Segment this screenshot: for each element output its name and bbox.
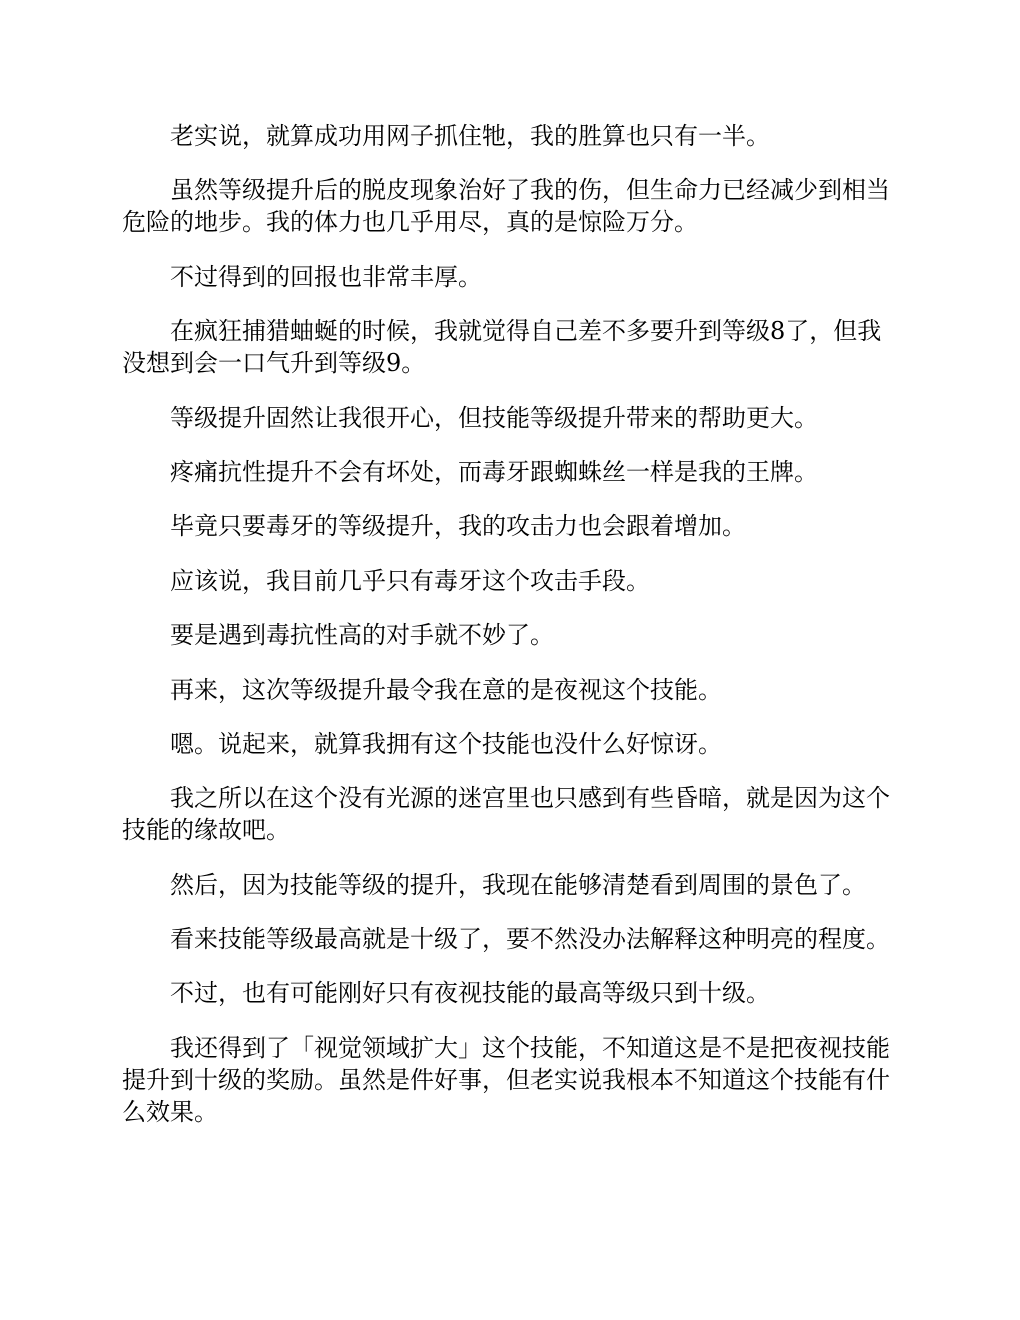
paragraph: 然后，因为技能等级的提升，我现在能够清楚看到周围的景色了。: [170, 870, 866, 899]
paragraph: 我还得到了「视觉领域扩大」这个技能，不知道这是不是把夜视技能提升到十级的奖励。虽然是件好事，但老实说我根本不知道这个技能有什么效果。: [122, 1033, 890, 1126]
paragraph: 应该说，我目前几乎只有毒牙这个攻击手段。: [170, 566, 650, 595]
paragraph: 嗯。说起来，就算我拥有这个技能也没什么好惊讶。: [170, 729, 722, 758]
paragraph: 要是遇到毒抗性高的对手就不妙了。: [170, 621, 554, 650]
paragraph: 老实说，就算成功用网子抓住牠，我的胜算也只有一半。: [170, 122, 770, 150]
paragraph: 不过，也有可能刚好只有夜视技能的最高等级只到十级。: [170, 979, 770, 1008]
paragraph: 疼痛抗性提升不会有坏处，而毒牙跟蜘蛛丝一样是我的王牌。: [170, 457, 818, 486]
paragraph: 我之所以在这个没有光源的迷宫里也只感到有些昏暗，就是因为这个技能的缘故吧。: [122, 784, 890, 845]
paragraph: 等级提升固然让我很开心，但技能等级提升带来的帮助更大。: [170, 403, 818, 432]
document-page: [122, 120, 902, 1150]
paragraph: 看来技能等级最高就是十级了，要不然没办法解释这种明亮的程度。: [170, 925, 890, 954]
paragraph: 不过得到的回报也非常丰厚。: [170, 262, 482, 291]
paragraph: 毕竟只要毒牙的等级提升，我的攻击力也会跟着增加。: [170, 512, 746, 541]
paragraph: 虽然等级提升后的脱皮现象治好了我的伤，但生命力已经减少到相当危险的地步。我的体力也几乎用尽，真的是惊险万分。: [122, 176, 890, 237]
paragraph: 再来，这次等级提升最令我在意的是夜视这个技能。: [170, 675, 722, 704]
paragraph: 在疯狂捕猎蚰蜒的时候，我就觉得自己差不多要升到等级8了，但我没想到会一口气升到等级9。: [122, 317, 882, 378]
